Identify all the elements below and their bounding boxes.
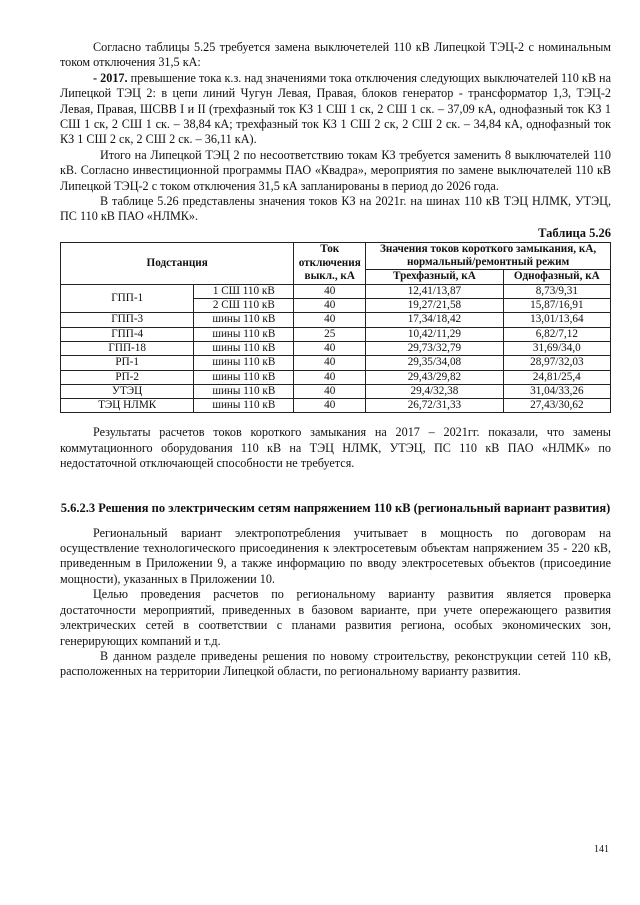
paragraph-2 xyxy=(60,71,611,148)
table-row xyxy=(61,313,611,327)
cell-substation: ГПП-4 xyxy=(61,327,194,341)
paragraph-7: Целью проведения расчетов по региональному варианту развития является проверка достаточности мероприятий, приведенных в базовом варианте, при учете опережающего развития электрических сетей в соответствии с планами развития региона, особых экономических зон, генерирующих компаний и т.д. xyxy=(60,587,611,648)
cell-current: 40 xyxy=(294,356,366,370)
cell-three-phase: 29,73/32,79 xyxy=(366,341,503,355)
cell-three-phase: 29,35/34,08 xyxy=(366,356,503,370)
table-row xyxy=(61,341,611,355)
cell-single-phase: 28,97/32,03 xyxy=(503,356,610,370)
table-row xyxy=(61,399,611,413)
cell-bus: шины 110 кВ xyxy=(194,356,294,370)
cell-bus: шины 110 кВ xyxy=(194,384,294,398)
cell-substation: ТЭЦ НЛМК xyxy=(61,399,194,413)
cell-current: 40 xyxy=(294,341,366,355)
cell-three-phase: 29,43/29,82 xyxy=(366,370,503,384)
paragraph-8: В данном разделе приведены решения по новому строительству, реконструкции сетей 110 кВ, расположенных на территории Липецкой области, по региональному варианту развития. xyxy=(60,648,611,679)
cell-bus: шины 110 кВ xyxy=(194,370,294,384)
header-three-phase: Трехфазный, кА xyxy=(366,270,503,284)
table-row xyxy=(61,284,611,298)
cell-bus: шины 110 кВ xyxy=(194,313,294,327)
cell-current: 40 xyxy=(294,370,366,384)
cell-three-phase: 29,4/32,38 xyxy=(366,384,503,398)
document-page xyxy=(60,40,611,680)
cell-single-phase: 27,43/30,62 xyxy=(503,399,610,413)
cell-three-phase: 19,27/21,58 xyxy=(366,299,503,313)
cell-current: 40 xyxy=(294,313,366,327)
header-substation: Подстанция xyxy=(61,242,294,284)
paragraph-5: Результаты расчетов токов короткого замыкания на 2017 – 2021гг. показали, что замены коммутационного оборудования 110 кВ на ТЭЦ НЛМК, УТЭЦ, ПС 110 кВ ПАО «НЛМК» по недостаточной отключающей способности не требуется. xyxy=(60,425,611,471)
cell-single-phase: 6,82/7,12 xyxy=(503,327,610,341)
table-caption: Таблица 5.26 xyxy=(538,225,611,240)
cell-bus: шины 110 кВ xyxy=(194,327,294,341)
cell-current: 25 xyxy=(294,327,366,341)
cell-substation: РП-2 xyxy=(61,370,194,384)
paragraph-3: Итого на Липецкой ТЭЦ 2 по несоответствию токам КЗ требуется заменить 8 выключателей 110 кВ. Согласно инвестиционной программы ПАО «Квадра», мероприятия по замене выключателей 110 кВ Липецкой ТЭЦ-2 с током отключения 31,5 кА запланированы в период до 2026 года. xyxy=(60,147,611,193)
cell-bus: 2 СШ 110 кВ xyxy=(194,299,294,313)
cell-substation: УТЭЦ xyxy=(61,384,194,398)
cell-substation: ГПП-1 xyxy=(61,284,194,313)
cell-three-phase: 10,42/11,29 xyxy=(366,327,503,341)
cell-single-phase: 31,04/33,26 xyxy=(503,384,610,398)
paragraph-4: В таблице 5.26 представлены значения токов КЗ на 2021г. на шинах 110 кВ ТЭЦ НЛМК, УТЭЦ, ПС 110 кВ ПАО «НЛМК». xyxy=(60,194,611,224)
cell-substation: РП-1 xyxy=(61,356,194,370)
cell-bus: шины 110 кВ xyxy=(194,399,294,413)
paragraph-1: Согласно таблицы 5.25 требуется замена выключетелей 110 кВ Липецкой ТЭЦ-2 с номинальным током отключения 31,5 кА: xyxy=(60,40,611,70)
cell-current: 40 xyxy=(294,384,366,398)
cell-bus: 1 СШ 110 кВ xyxy=(194,284,294,298)
header-sc-values: Значения токов короткого замыкания, кА, нормальный/ремонтный режим xyxy=(366,242,611,270)
cell-single-phase: 15,87/16,91 xyxy=(503,299,610,313)
year-label: - 2017. xyxy=(93,70,128,85)
cell-substation: ГПП-3 xyxy=(61,313,194,327)
table-row xyxy=(61,384,611,398)
table-row xyxy=(61,370,611,384)
paragraph-2-text: превышение тока к.з. над значениями тока отключения следующих выключателей 110 кВ на Липецкой ТЭЦ 2: в цепи линий Чугун Левая, Правая, блоков генератор - трансформатор 1,3, ТЭЦ-2 Левая, Правая, ШСВВ I и II (трехфазный ток КЗ 1 СШ 1 ск, 2 СШ 1 ск. – 37,09 кА, однофазный ток КЗ 1 СШ 1 ск, 2 СШ 1 ск. – 38,84 кА; трехфазный ток КЗ 1 СШ 2 ск, 2 СШ 2 ск. – 34,84 кА, однофазный ток КЗ 1 СШ 2 ск, 2 СШ 2 ск. – 36,11 кА). xyxy=(60,70,611,147)
cell-single-phase: 31,69/34,0 xyxy=(503,341,610,355)
page-number: 141 xyxy=(594,844,609,855)
cell-current: 40 xyxy=(294,284,366,298)
short-circuit-table xyxy=(60,242,611,414)
cell-single-phase: 8,73/9,31 xyxy=(503,284,610,298)
table-row xyxy=(61,356,611,370)
section-heading: 5.6.2.3 Решения по электрическим сетям напряжением 110 кВ (региональный вариант развития) xyxy=(60,500,611,515)
cell-single-phase: 24,81/25,4 xyxy=(503,370,610,384)
cell-substation: ГПП-18 xyxy=(61,341,194,355)
cell-three-phase: 17,34/18,42 xyxy=(366,313,503,327)
table-row xyxy=(61,327,611,341)
cell-current: 40 xyxy=(294,299,366,313)
cell-single-phase: 13,01/13,64 xyxy=(503,313,610,327)
header-breaking-current: Ток отключения выкл., кА xyxy=(294,242,366,284)
header-single-phase: Однофазный, кА xyxy=(503,270,610,284)
cell-current: 40 xyxy=(294,399,366,413)
cell-three-phase: 26,72/31,33 xyxy=(366,399,503,413)
paragraph-6: Региональный вариант электропотребления учитывает в мощность по договорам на осуществление технологического присоединения к электросетевым объектам напряжением 35 - 220 кВ, приведенным в Приложении 9, а также информацию по вводу электросетевых объектов (присоединие мощности), указанных в Приложении 10. xyxy=(60,525,611,586)
cell-bus: шины 110 кВ xyxy=(194,341,294,355)
cell-three-phase: 12,41/13,87 xyxy=(366,284,503,298)
